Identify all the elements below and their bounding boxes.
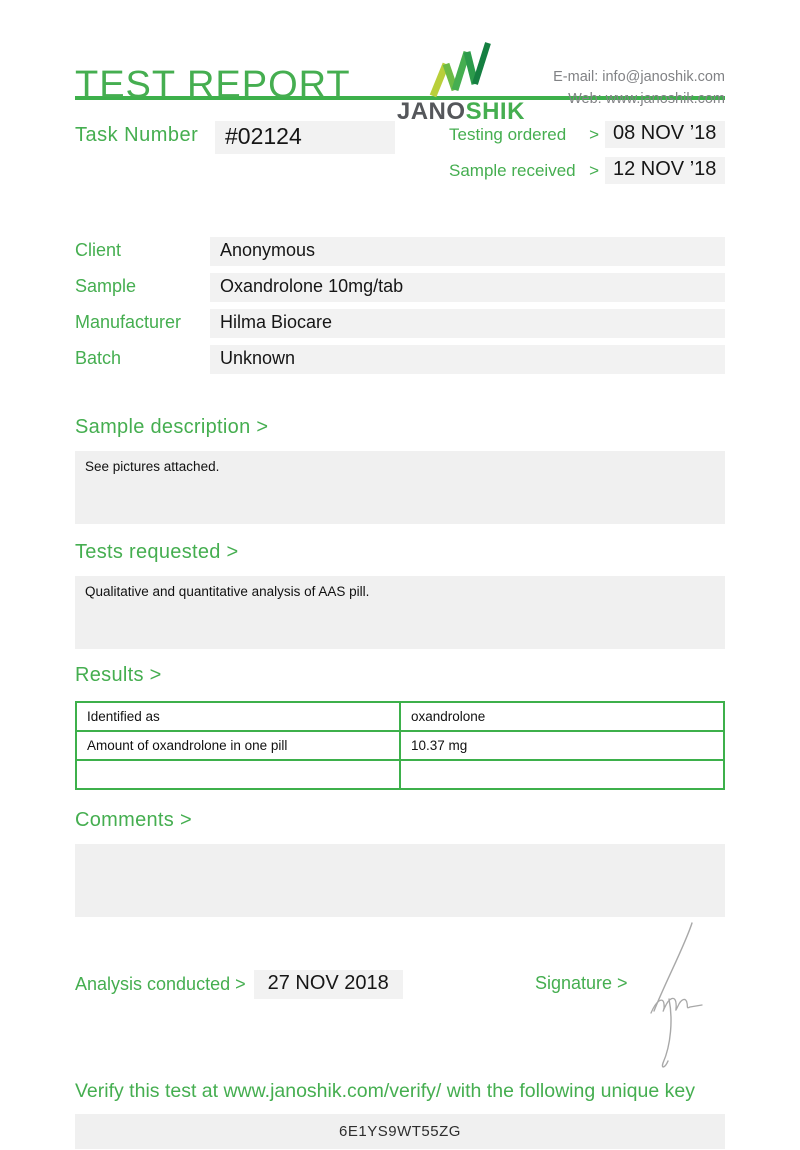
result-empty-label bbox=[76, 760, 400, 789]
results-table bbox=[75, 701, 725, 790]
page-title: TEST REPORT bbox=[75, 64, 351, 106]
table-row bbox=[76, 731, 724, 760]
chart-peaks-icon bbox=[397, 40, 525, 100]
testing-ordered-label bbox=[449, 125, 599, 145]
sample-received-label bbox=[449, 161, 599, 181]
tests-requested-section bbox=[75, 541, 725, 649]
sample-received-text: Sample received bbox=[449, 160, 576, 180]
signature-label: Signature > bbox=[535, 973, 628, 993]
arrow-right-glyph: > bbox=[589, 124, 599, 144]
result-identified-value: oxandrolone bbox=[400, 702, 724, 731]
manufacturer-value: Hilma Biocare bbox=[210, 309, 725, 338]
manufacturer-label: Manufacturer bbox=[75, 312, 182, 332]
result-empty-value bbox=[400, 760, 724, 789]
task-number-label: Task Number bbox=[75, 124, 199, 146]
sample-label: Sample bbox=[75, 276, 137, 296]
sample-value: Oxandrolone 10mg/tab bbox=[210, 273, 725, 302]
table-row bbox=[76, 702, 724, 731]
task-number-row bbox=[75, 121, 395, 193]
sample-received-value: 12 NOV ’18 bbox=[605, 157, 725, 184]
unique-key-box: 6E1YS9WT55ZG bbox=[75, 1114, 725, 1149]
arrow-right-glyph: > bbox=[589, 160, 599, 180]
sample-row bbox=[75, 273, 725, 302]
manufacturer-row bbox=[75, 309, 725, 338]
verify-instruction: Verify this test at www.janoshik.com/verify/ with the following unique key bbox=[75, 1080, 695, 1102]
contact-web: Web: www.janoshik.com bbox=[568, 91, 725, 108]
client-label: Client bbox=[75, 240, 122, 260]
result-amount-value: 10.37 mg bbox=[400, 731, 724, 760]
sample-description-heading: Sample description > bbox=[75, 416, 269, 438]
testing-ordered-value: 08 NOV ’18 bbox=[605, 121, 725, 148]
sample-description-section bbox=[75, 416, 725, 524]
client-row bbox=[75, 237, 725, 266]
testing-ordered-row bbox=[449, 121, 725, 148]
sample-description-box: See pictures attached. bbox=[75, 451, 725, 524]
handwritten-signature bbox=[638, 917, 713, 1080]
client-value: Anonymous bbox=[210, 237, 725, 266]
analysis-conducted-value: 27 NOV 2018 bbox=[254, 970, 403, 999]
janoshik-logo bbox=[397, 40, 525, 126]
table-row bbox=[76, 760, 724, 789]
logo-shik: SHIK bbox=[465, 98, 525, 125]
task-number-value: #02124 bbox=[215, 121, 395, 154]
sample-received-row bbox=[449, 157, 725, 184]
sample-info-block bbox=[75, 237, 725, 374]
results-section bbox=[75, 664, 725, 790]
task-and-dates bbox=[75, 121, 725, 193]
comments-section bbox=[75, 809, 725, 917]
result-amount-label: Amount of oxandrolone in one pill bbox=[76, 731, 400, 760]
batch-value: Unknown bbox=[210, 345, 725, 374]
comments-heading: Comments > bbox=[75, 809, 192, 831]
analysis-conducted-label: Analysis conducted > bbox=[75, 974, 246, 994]
header bbox=[75, 0, 725, 125]
logo-jano: JANO bbox=[396, 98, 466, 125]
results-heading: Results > bbox=[75, 664, 162, 686]
contact-email: E-mail: info@janoshik.com bbox=[553, 69, 725, 85]
batch-label: Batch bbox=[75, 348, 122, 368]
analysis-conducted-row bbox=[75, 970, 403, 999]
comments-box bbox=[75, 844, 725, 917]
contact-info bbox=[553, 66, 725, 111]
batch-row bbox=[75, 345, 725, 374]
result-identified-label: Identified as bbox=[76, 702, 400, 731]
footer bbox=[75, 970, 725, 1080]
dates-column bbox=[449, 121, 725, 193]
tests-requested-heading: Tests requested > bbox=[75, 541, 239, 563]
testing-ordered-text: Testing ordered bbox=[449, 124, 567, 144]
tests-requested-box: Qualitative and quantitative analysis of AAS pill. bbox=[75, 576, 725, 649]
